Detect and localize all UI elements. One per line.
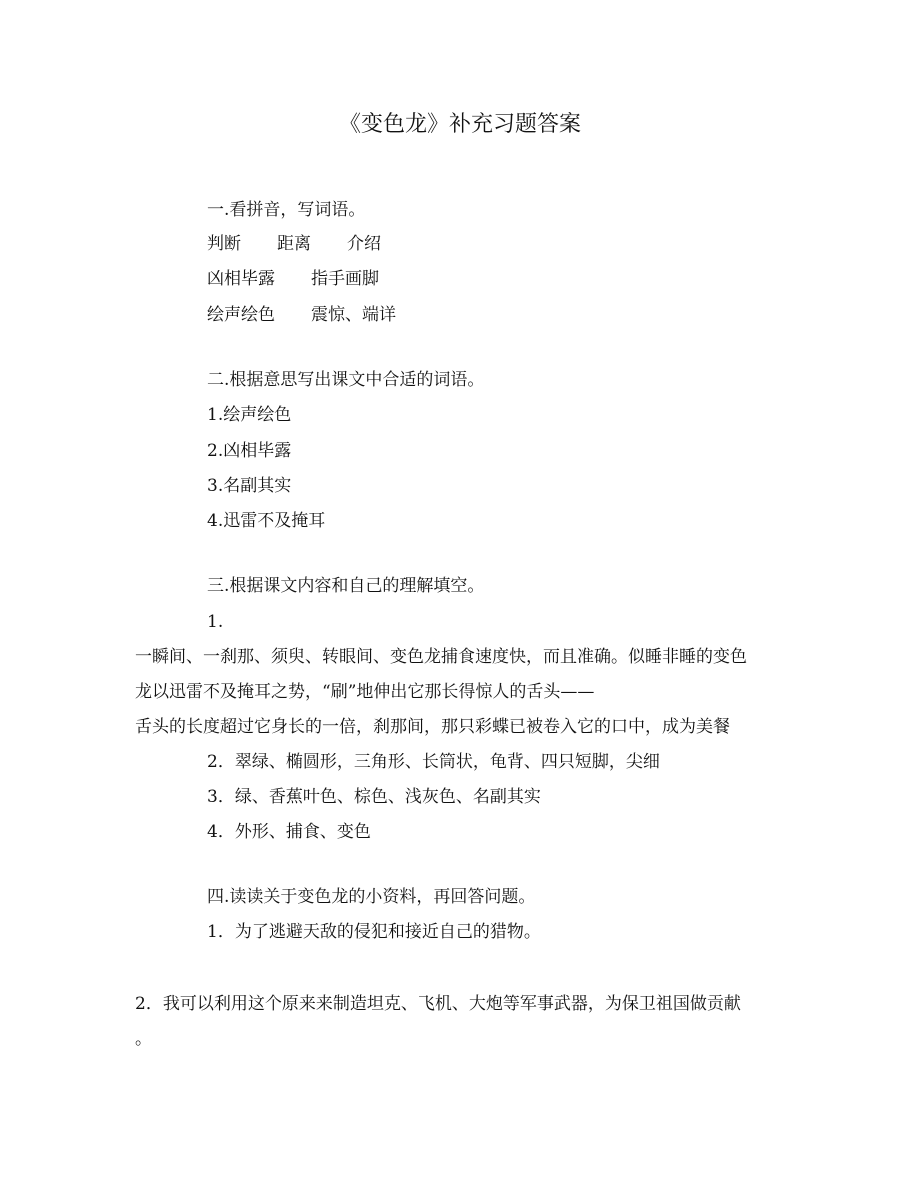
section3-item-1-line-3: 舌头的长度超过它身长的一倍，刹那间，那只彩蝶已被卷入它的口中，成为美餐 [135, 717, 730, 737]
section3-heading: 三.根据课文内容和自己的理解填空。 [207, 576, 485, 596]
section3-item-2: 2．翠绿、椭圆形，三角形、长筒状，龟背、四只短脚，尖细 [207, 752, 660, 772]
section2-item-4: 4.迅雷不及掩耳 [207, 511, 326, 531]
section4-item-2-line-1: 2．我可以利用这个原来来制造坦克、飞机、大炮等军事武器，为保卫祖国做贡献 [135, 994, 741, 1014]
section3-item-1-number: 1. [207, 612, 224, 632]
section4-heading: 四.读读关于变色龙的小资料，再回答问题。 [207, 887, 536, 907]
word: 介绍 [347, 234, 381, 254]
word: 凶相毕露 [207, 269, 275, 289]
section3-item-4: 4．外形、捕食、变色 [207, 822, 371, 842]
page-title: 《变色龙》补充习题答案 [338, 112, 581, 137]
section2-item-1: 1.绘声绘色 [207, 405, 292, 425]
section2-item-3: 3.名副其实 [207, 476, 292, 496]
word: 距离 [277, 234, 311, 254]
section4-item-2-line-2: 。 [135, 1029, 152, 1049]
word: 判断 [207, 234, 241, 254]
word: 绘声绘色 [207, 305, 275, 325]
section1-heading: 一.看拼音，写词语。 [207, 200, 366, 220]
section1-row-1 [207, 234, 381, 254]
word: 震惊、端详 [311, 305, 396, 325]
word: 指手画脚 [311, 269, 379, 289]
section3-item-1-line-2: 龙以迅雷不及掩耳之势，“刷”地伸出它那长得惊人的舌头—— [135, 682, 595, 702]
section2-heading: 二.根据意思写出课文中合适的词语。 [207, 370, 485, 390]
section4-item-1: 1．为了逃避天敌的侵犯和接近自己的猎物。 [207, 922, 541, 942]
section3-item-1-line-1: 一瞬间、一刹那、须臾、转眼间、变色龙捕食速度快，而且准确。似睡非睡的变色 [135, 647, 747, 667]
section3-item-3: 3．绿、香蕉叶色、棕色、浅灰色、名副其实 [207, 787, 541, 807]
section1-row-2 [207, 269, 379, 289]
section2-item-2: 2.凶相毕露 [207, 441, 292, 461]
section1-row-3 [207, 305, 396, 325]
